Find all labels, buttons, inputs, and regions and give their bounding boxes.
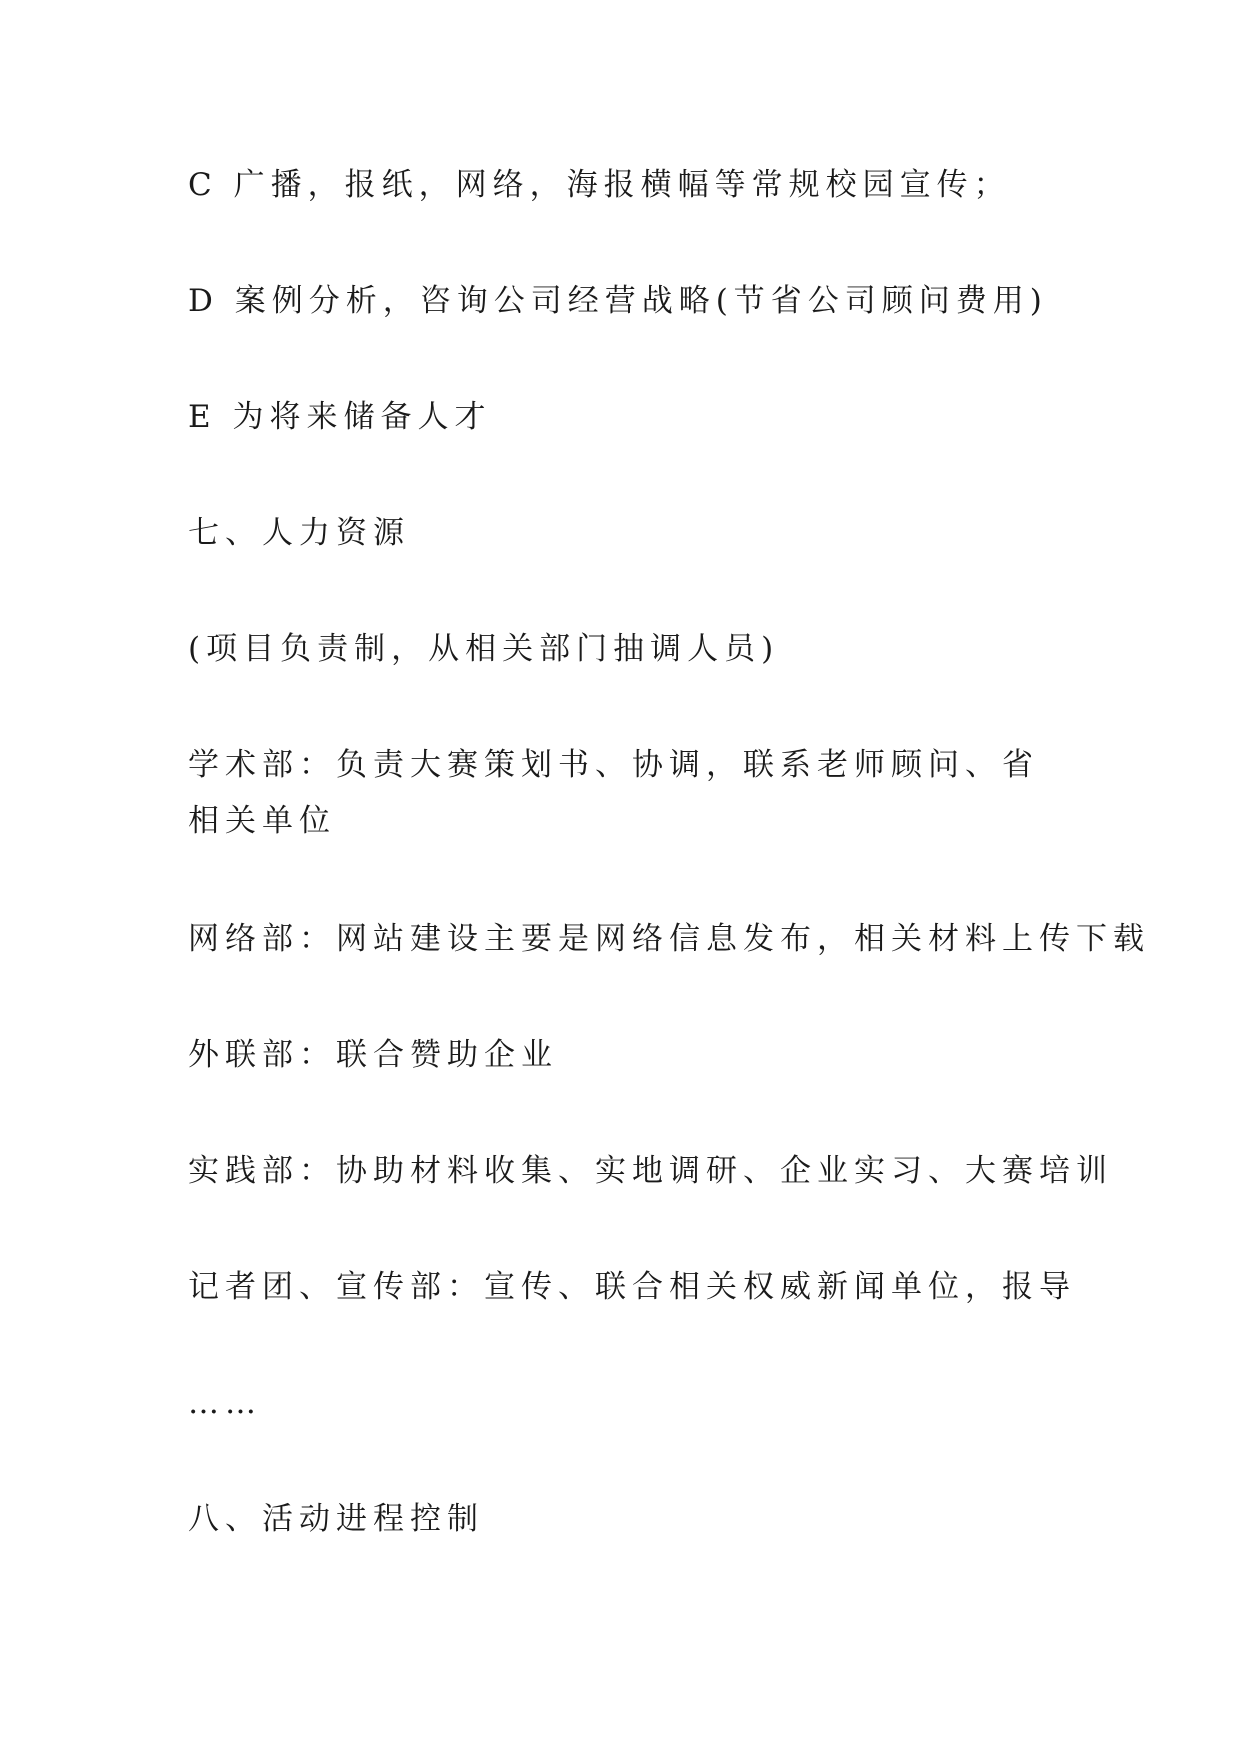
paragraph-academic-dept: 学术部：负责大赛策划书、协调，联系老师顾问、省相关单位 [188, 747, 1039, 839]
paragraph-external-dept: 外联部：联合赞助企业 [188, 1037, 558, 1073]
paragraph-publicity-channels: C 广播，报纸，网络，海报横幅等常规校园宣传； [188, 167, 1011, 203]
paragraph-talent-reserve: E 为将来储备人才 [188, 399, 492, 435]
paragraph-practice-dept: 实践部：协助材料收集、实地调研、企业实习、大赛培训 [188, 1153, 1113, 1189]
paragraph-press-publicity-dept: 记者团、宣传部：宣传、联合相关权威新闻单位，报导 [188, 1269, 1076, 1305]
section-heading-progress-control: 八、活动进程控制 [188, 1501, 484, 1537]
paragraph-network-dept: 网络部：网站建设主要是网络信息发布，相关材料上传下载 [188, 921, 1150, 957]
paragraph-case-analysis: D 案例分析，咨询公司经营战略(节省公司顾问费用) [188, 283, 1048, 319]
ellipsis: …… [188, 1385, 262, 1421]
paragraph-project-responsibility: (项目负责制，从相关部门抽调人员) [188, 631, 780, 667]
section-heading-human-resources: 七、人力资源 [188, 515, 410, 551]
